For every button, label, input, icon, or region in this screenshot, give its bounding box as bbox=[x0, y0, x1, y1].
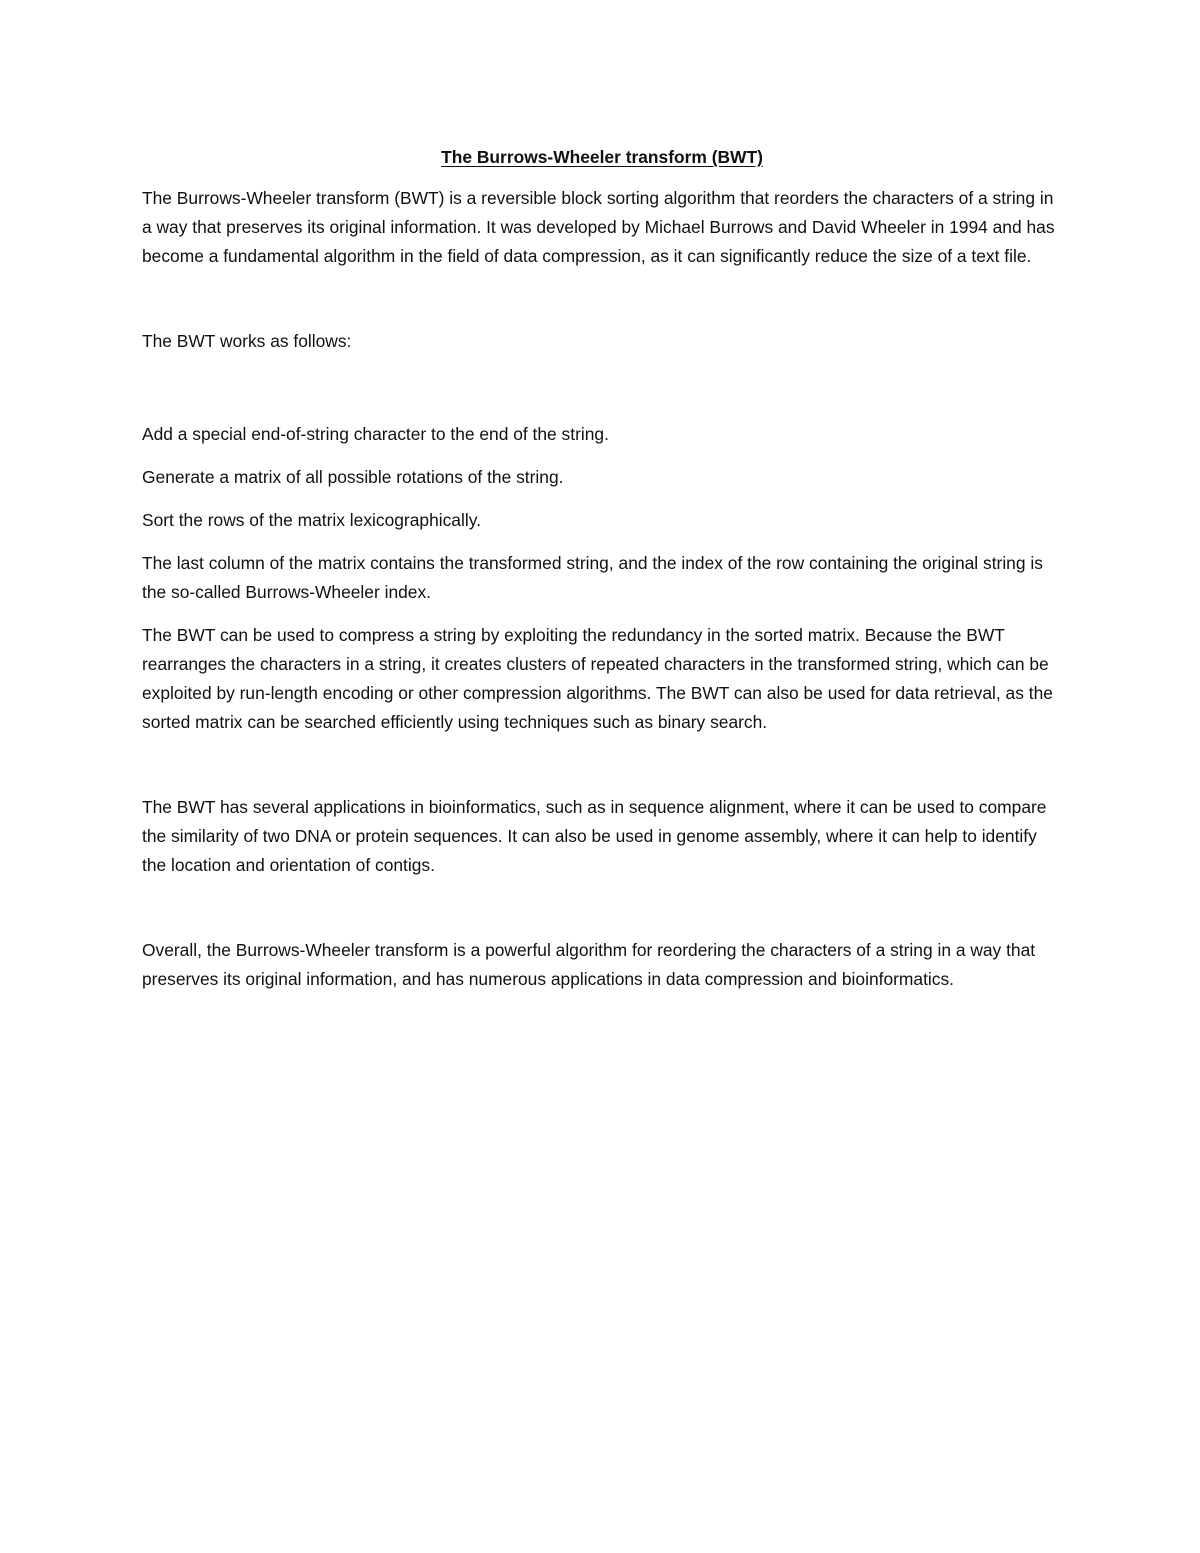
applications-paragraph: The BWT has several applications in bioinformatics, such as in sequence alignment, where it can be used to compare the similarity of two DNA or protein sequences. It can also be used in genome assembly, where it can help to identify the location and orientation of contigs. bbox=[142, 797, 1047, 875]
compression-paragraph: The BWT can be used to compress a string by exploiting the redundancy in the sorted matrix. Because the BWT rearranges the characters in a string, it creates clusters of repeated characters in the transformed string, which can be exploited by run-length encoding or other compression algorithms. The BWT can also be used for data retrieval, as the sorted matrix can be searched efficiently using techniques such as binary search. bbox=[142, 625, 1053, 732]
document-body bbox=[142, 143, 1062, 994]
intro-paragraph: The Burrows-Wheeler transform (BWT) is a reversible block sorting algorithm that reorders the characters of a string in a way that preserves its original information. It was developed by Michael Burrows and David Wheeler in 1994 and has become a fundamental algorithm in the field of data compression, as it can significantly reduce the size of a text file. bbox=[142, 188, 1055, 266]
overall-paragraph: Overall, the Burrows-Wheeler transform is a powerful algorithm for reordering the characters of a string in a way that preserves its original information, and has numerous applications in data compression and bioinformatics. bbox=[142, 940, 1036, 989]
step-item: Add a special end-of-string character to the end of the string. bbox=[142, 424, 609, 444]
works-heading: The BWT works as follows: bbox=[142, 331, 352, 351]
document-title: The Burrows-Wheeler transform (BWT) bbox=[441, 147, 763, 167]
step-item: The last column of the matrix contains the transformed string, and the index of the row containing the original string is the so-called Burrows-Wheeler index. bbox=[142, 553, 1043, 602]
step-item: Generate a matrix of all possible rotations of the string. bbox=[142, 467, 564, 487]
step-item: Sort the rows of the matrix lexicographically. bbox=[142, 510, 481, 530]
